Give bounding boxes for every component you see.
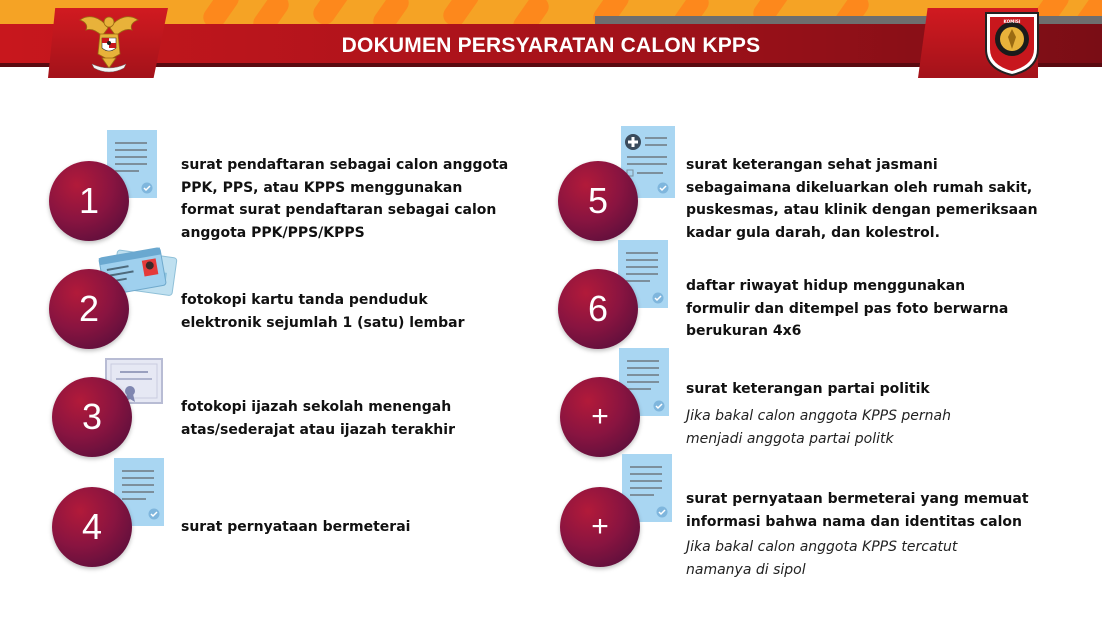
text-line: daftar riwayat hidup menggunakan <box>686 278 966 294</box>
item-7-note <box>686 405 951 450</box>
text-line: elektronik sejumlah 1 (satu) lembar <box>181 314 465 331</box>
text-line: surat pernyataan bermeterai yang memuat <box>686 491 1029 507</box>
item-2-text <box>181 289 465 334</box>
text-line: PPK, PPS, atau KPPS menggunakan <box>181 179 463 196</box>
text-line: berukuran 4x6 <box>686 323 802 339</box>
garuda-pancasila-emblem <box>74 10 144 74</box>
item-number-badge: 2 <box>49 269 129 349</box>
page-title: DOKUMEN PERSYARATAN CALON KPPS <box>341 34 761 57</box>
item-plus-badge: + <box>560 487 640 567</box>
text-line: surat pendaftaran sebagai calon anggota <box>181 157 509 173</box>
text-line: kadar gula darah, dan kolestrol. <box>686 224 940 241</box>
text-line: surat pernyataan bermeterai <box>181 519 411 535</box>
item-3-text <box>181 396 455 441</box>
item-5-text <box>686 154 1038 244</box>
text-line: anggota PPK/PPS/KPPS <box>181 224 365 241</box>
text-line: informasi bahwa nama dan identitas calon <box>686 513 1022 530</box>
item-7-text <box>686 378 930 401</box>
item-1-text <box>181 154 508 244</box>
item-4-text <box>181 516 410 539</box>
item-number-badge: 1 <box>49 161 129 241</box>
item-number-badge: 3 <box>52 377 132 457</box>
item-number-badge: 4 <box>52 487 132 567</box>
item-8-text <box>686 488 1029 533</box>
text-line: sebagaimana dikeluarkan oleh rumah sakit, <box>686 179 1033 196</box>
note-line: namanya di sipol <box>686 561 806 578</box>
svg-text:KOMISI: KOMISI <box>1003 19 1021 24</box>
item-6-text <box>686 275 1008 343</box>
text-line: formulir dan ditempel pas foto berwarna <box>686 300 1009 317</box>
note-line: Jika bakal calon anggota KPPS tercatut <box>686 539 958 555</box>
text-line: atas/sederajat atau ijazah terakhir <box>181 421 455 438</box>
item-number-badge: 5 <box>558 161 638 241</box>
item-plus-badge: + <box>560 377 640 457</box>
text-line: format surat pendaftaran sebagai calon <box>181 202 497 218</box>
text-line: surat keterangan sehat jasmani <box>686 157 938 173</box>
kpu-emblem <box>980 9 1044 77</box>
text-line: puskesmas, atau klinik dengan pemeriksaan <box>686 202 1038 218</box>
item-8-note <box>686 536 957 581</box>
text-line: fotokopi ijazah sekolah menengah <box>181 399 452 415</box>
note-line: Jika bakal calon anggota KPPS pernah <box>686 408 951 424</box>
text-line: fotokopi kartu tanda penduduk <box>181 292 428 308</box>
note-line: menjadi anggota partai politk <box>686 430 894 447</box>
text-line: surat keterangan partai politik <box>686 381 930 397</box>
item-number-badge: 6 <box>558 269 638 349</box>
